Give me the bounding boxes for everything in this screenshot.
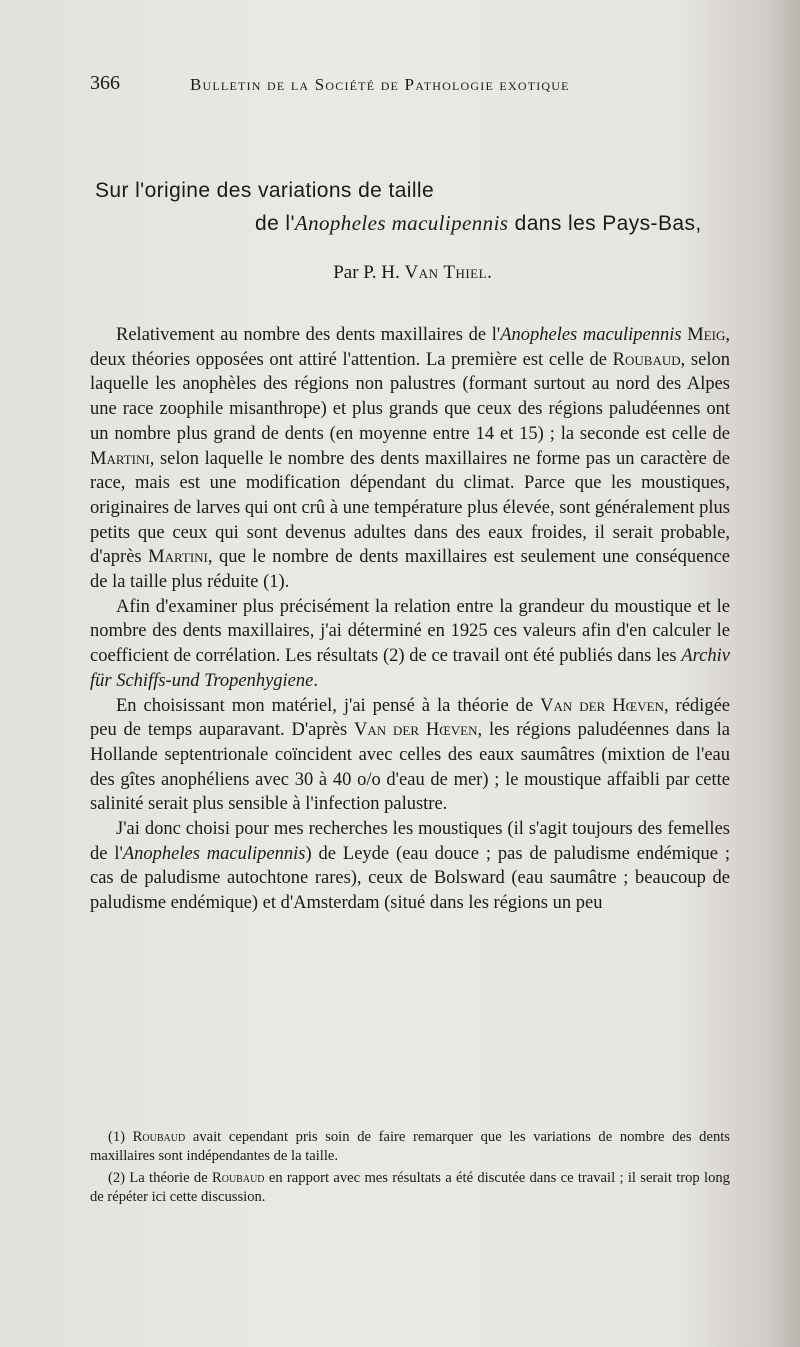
paragraph-text: . xyxy=(313,670,318,691)
paragraph-text: , selon laquelle les anophèles des régions non palustres (formant surtout au nord des Alpes une race zoophile misanthrope) et plus grands que ceux des régions paludéennes ont un nombre plus grand de dents (en moyenne entre 14 et 15) ; la seconde est celle de xyxy=(90,349,730,444)
paragraph-1 xyxy=(90,323,730,595)
footnote-text: en rapport avec mes résultats a été discutée dans ce travail ; il serait trop long de répéter ici cette discussion. xyxy=(90,1170,730,1205)
paragraph-text: , selon laquelle le nombre des dents maxillaires ne forme pas un caractère de race, mais est une modification dépendant du climat. Parce que les moustiques, originaires de larves qui ont crû à une température plus élevée, sont généralement plus petits que ceux qui sont devenus adultes dans des eaux froides, il serait probable, d'après xyxy=(90,448,730,568)
byline-suffix: . xyxy=(487,262,492,283)
byline-prefix: Par P. H. xyxy=(333,262,405,283)
paragraph-text: ) de Leyde (eau douce ; pas de paludisme endémique ; cas de paludisme autochtone rares), ceux de Bolsward (eau saumâtre ; beaucoup de paludisme endémique) et d'Amsterdam (situé dans les régions un peu xyxy=(90,843,730,914)
paragraph-text: , rédigée peu de temps auparavant. D'après xyxy=(90,695,730,741)
author-byline xyxy=(0,262,800,284)
paragraph-text: Relativement au nombre des dents maxillaires de l' xyxy=(116,325,501,345)
title-line-2-prefix: de l' xyxy=(255,212,295,235)
author-ref: Meig xyxy=(687,325,726,345)
author-ref: Martini xyxy=(90,448,150,469)
author-name: Van Thiel xyxy=(404,262,488,283)
running-title: Bulletin de la Société de Pathologie exotique xyxy=(190,75,570,94)
paragraph-text: , que le nombre de dents maxillaires est seulement une conséquence de la taille plus réduite (1). xyxy=(90,547,730,593)
footnote-text: avait cependant pris soin de faire remarquer que les variations de nombre des dents maxillaires sont indépendantes de la taille. xyxy=(90,1129,730,1164)
article-body xyxy=(90,323,730,916)
paragraph-text: , les régions paludéennes dans la Hollande septentrionale coïncident avec celles des eaux saumâtres (mixtion de l'eau des gîtes anophéliens avec 30 à 40 o/o d'eau de mer) ; le moustique affaibli par cette salinité serait plus sensible à l'infection palustre. xyxy=(90,720,731,815)
title-line-1: Sur l'origine des variations de taille xyxy=(95,179,435,202)
title-species-name: Anopheles maculipennis xyxy=(294,211,509,235)
author-ref: Van der Hœven xyxy=(354,720,478,741)
title-line-2-suffix: dans les Pays-Bas, xyxy=(508,212,702,235)
footnote-text: La théorie de xyxy=(129,1170,212,1186)
author-ref: Martini xyxy=(148,547,208,568)
author-ref: Roubaud xyxy=(132,1129,186,1145)
paragraph-3 xyxy=(90,694,730,818)
footnote-marker: (2) xyxy=(108,1170,130,1186)
page-header xyxy=(0,72,800,102)
species-name: Anopheles maculipennis xyxy=(122,843,306,864)
paragraph-text: J'ai donc choisi pour mes recherches les moustiques (il s'agit toujours des femelles de l' xyxy=(90,819,730,864)
journal-title: Archiv für Schiffs-und Tropenhygiene xyxy=(90,646,730,691)
page-number: 366 xyxy=(90,72,120,94)
paragraph-text: Afin d'examiner plus précisément la relation entre la grandeur du moustique et le nombre des dents maxillaires, j'ai déterminé en 1925 ces valeurs afin d'en calculer le coefficient de corrélation. Les résultats (2) de ce travail ont été publiés dans les xyxy=(90,596,730,667)
title-line-2 xyxy=(95,207,702,240)
footnote-1 xyxy=(90,1128,730,1166)
footnote-2 xyxy=(90,1169,730,1207)
species-name: Anopheles maculipennis xyxy=(500,325,682,345)
author-ref: Roubaud xyxy=(612,349,681,370)
paragraph-4 xyxy=(90,817,730,916)
footnotes xyxy=(90,1128,730,1207)
paragraph-2 xyxy=(90,595,730,694)
author-ref: Van der Hœven xyxy=(540,695,664,716)
article-title xyxy=(95,174,702,240)
author-ref: Roubaud xyxy=(212,1170,265,1186)
paragraph-text: En choisissant mon matériel, j'ai pensé à la théorie de xyxy=(116,695,541,716)
paragraph-text: , deux théories opposées ont attiré l'attention. La première est celle de xyxy=(90,325,731,370)
footnote-marker: (1) xyxy=(108,1129,133,1145)
